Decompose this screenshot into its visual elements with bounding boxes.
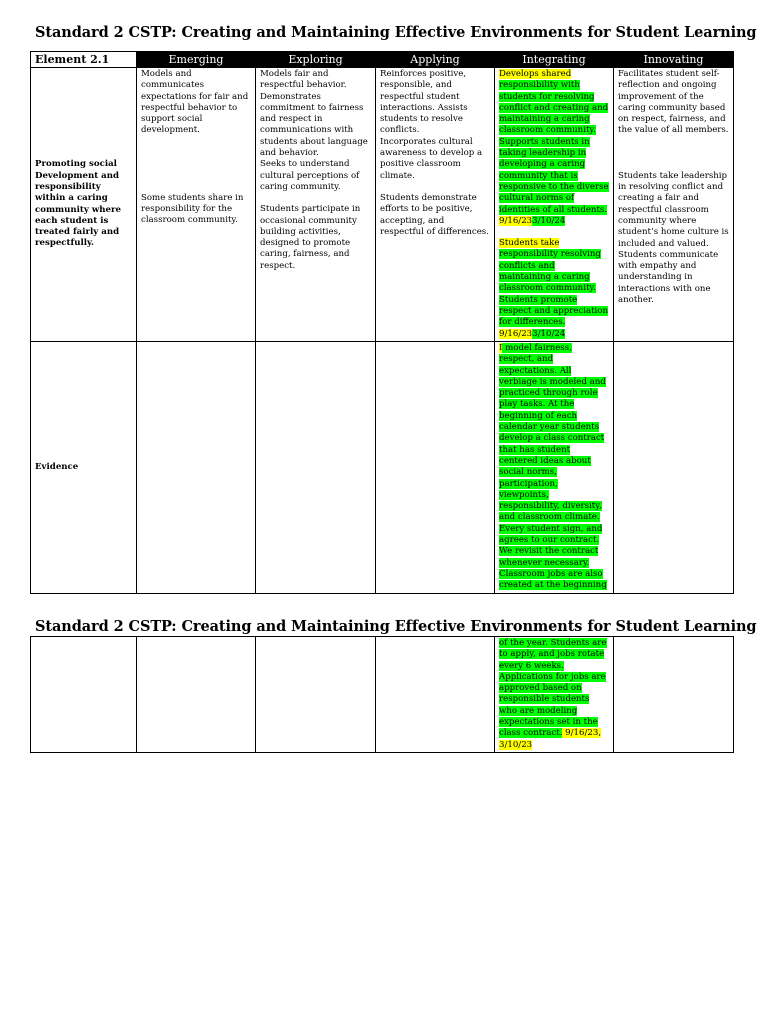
row-label-evidence: Evidence — [31, 342, 137, 594]
column-header-innovating: Innovating — [614, 52, 734, 68]
table-row — [31, 637, 734, 753]
evidence-cell-emerging — [137, 342, 256, 594]
highlighted-text — [499, 238, 609, 340]
highlighted-text — [499, 638, 609, 751]
page-title: Standard 2 CSTP: Creating and Maintaining Effective Environments for Student Learning — [35, 24, 757, 41]
cell-text: Students demonstrate efforts to be positive, accepting, and respectful of differences. — [380, 192, 489, 237]
cell-applying — [376, 68, 495, 342]
standard-table — [30, 51, 734, 594]
cell-integrating — [495, 68, 614, 342]
cell-text: Seeks to understand cultural perceptions of caring community. — [260, 159, 360, 192]
cell-text: Models and communicates expectations for fair and respectful behavior to support social development. — [141, 69, 249, 136]
cont-cell-integrating — [495, 637, 614, 753]
cont-cell-emerging — [137, 637, 256, 753]
cont-cell-label — [31, 637, 137, 753]
highlighted-text — [499, 69, 609, 227]
date-highlight: 9/16/23 — [499, 328, 533, 339]
cell-text: Facilitates student self-reflection and ongoing improvement of the caring community based on respect, fairness, and the value of all members. — [618, 69, 729, 136]
table-row — [31, 342, 734, 594]
cell-text: Some students share in responsibility for the classroom community. — [141, 192, 244, 226]
highlight-yellow: Students take — [499, 238, 560, 249]
table-row — [31, 68, 734, 342]
cell-exploring — [256, 68, 376, 342]
date-highlight: 9/16/23 — [499, 215, 533, 226]
cell-text: Students take leadership in resolving conflict and creating a fair and respectful classroom community where student’s home culture is included and valued. Students communicate with empathy and understanding in interactions with one another. — [618, 170, 729, 306]
column-header-applying: Applying — [376, 52, 495, 68]
row-label-element: Promoting social Development and responsibility within a caring community where each student is treated fairly and respectfully. — [31, 68, 137, 342]
cell-text: Incorporates cultural awareness to develop a positive classroom climate. — [380, 136, 483, 181]
cont-cell-applying — [376, 637, 495, 753]
cell-innovating — [614, 68, 734, 342]
standard-table-continued — [30, 636, 734, 753]
column-header-exploring: Exploring — [256, 52, 376, 68]
evidence-cell-innovating — [614, 342, 734, 594]
element-label: Element 2.1 — [31, 52, 137, 68]
cont-cell-innovating — [614, 637, 734, 753]
date-highlight: 3/10/24 — [532, 328, 566, 339]
evidence-cell-exploring — [256, 342, 376, 594]
date-highlight: 3/10/24 — [532, 215, 566, 226]
cell-text: Students participate in occasional community building activities, designed to promote caring, fairness, and respect. — [260, 204, 361, 271]
page-title-repeat: Standard 2 CSTP: Creating and Maintaining Effective Environments for Student Learning — [35, 618, 757, 635]
cont-cell-exploring — [256, 637, 376, 753]
evidence-cell-integrating — [495, 342, 614, 594]
highlight-green: model fairness, respect, and expectations. All verbiage is modeled and practiced through role play tasks. At the beginning of each calendar year students develop a class contract that has student centered ideas about social norms, participation, viewpoints, responsibility, diversity, and classroom climate. Every student sign, and agrees to our contract. We revisit the contract whenever necessary. Classroom jobs are also created at the beginning — [499, 343, 607, 591]
highlight-green: of the year. Students are to apply, and jobs rotate every 6 weeks. Applications for jobs are approved based on responsible students who are modeling expectations set in the class contract. — [499, 638, 607, 739]
column-header-emerging: Emerging — [137, 52, 256, 68]
evidence-cell-applying — [376, 342, 495, 594]
date-highlight: 9/16/23, 3/10/23 — [499, 728, 602, 750]
cell-text: Reinforces positive, responsible, and respectful student interactions. Assists students to resolve conflicts. — [380, 69, 468, 136]
cell-text: Models fair and respectful behavior. Demonstrates commitment to fairness and respect in communications with students about language and behavior. — [260, 69, 368, 159]
highlight-green: responsibility with students for resolving conflict and creating and maintaining a caring classroom community. Supports students in taking leadership in developing a caring community that is responsive to the diverse cultural norms of identities of all students. — [499, 80, 609, 215]
highlight-green: responsibility resolving conflicts and maintaining a caring classroom community. Students promote respect and appreciation for differences. — [499, 249, 608, 328]
cell-emerging — [137, 68, 256, 342]
highlight-yellow: I — [499, 343, 503, 353]
highlight-yellow: Develops shared — [499, 69, 572, 79]
highlighted-text — [499, 343, 609, 592]
column-header-integrating: Integrating — [495, 52, 614, 68]
